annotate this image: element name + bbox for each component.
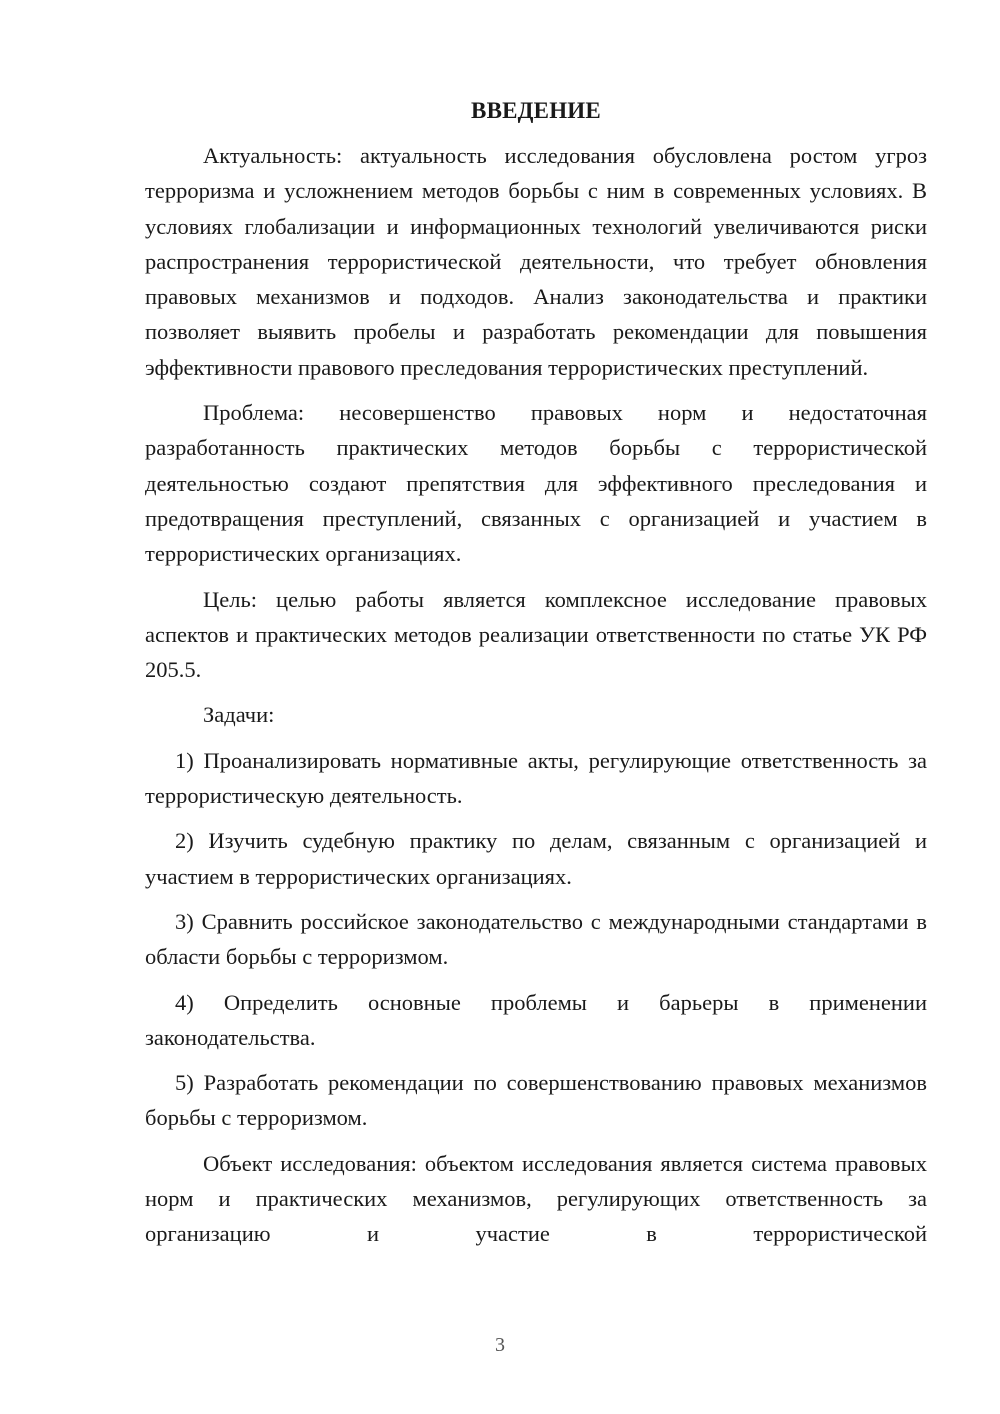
task-item-2: 2) Изучить судебную практику по делам, связанным с организацией и участием в террористических организациях. [145,828,927,889]
task-item-3: 3) Сравнить российское законодательство с международными стандартами в области борьбы с терроризмом. [145,908,927,970]
paragraph-relevance: Актуальность: актуальность исследования обусловлена ростом угроз терроризма и усложнением методов борьбы с ним в современных условиях. В условиях глобализации и информационных технологий увеличиваются риски распространения террористической деятельности, что требует обновления правовых механизмов и подходов. Анализ законодательства и практики позволяет выявить пробелы и разработать рекомендации для повышения эффективности правового преследования террористических преступлений. [145,143,927,380]
section-title: ВВЕДЕНИЕ [471,98,601,123]
paragraph-goal: Цель: целью работы является комплексное исследование правовых аспектов и практических методов реализации ответственности по статье УК РФ 205.5. [145,586,927,683]
paragraph-problem: Проблема: несовершенство правовых норм и недостаточная разработанность практических методов борьбы с террористической деятельностью создают препятствия для эффективного преследования и предотвращения преступлений, связанных с организацией и участием в террористических организациях. [145,400,927,567]
page-number: 3 [495,1334,505,1356]
task-item-4: 4) Определить основные проблемы и барьеры в применении законодательства. [145,989,927,1050]
task-item-5: 5) Разработать рекомендации по совершенствованию правовых механизмов борьбы с терроризмом. [145,1070,927,1131]
document-page [145,96,927,1252]
task-item-1: 1) Проанализировать нормативные акты, регулирующие ответственность за террористическую деятельность. [145,747,927,809]
tasks-heading: Задачи: [203,702,275,728]
paragraph-object: Объект исследования: объектом исследования является система правовых норм и практических механизмов, регулирующих ответственность за организацию и участие в террористической [145,1150,927,1247]
